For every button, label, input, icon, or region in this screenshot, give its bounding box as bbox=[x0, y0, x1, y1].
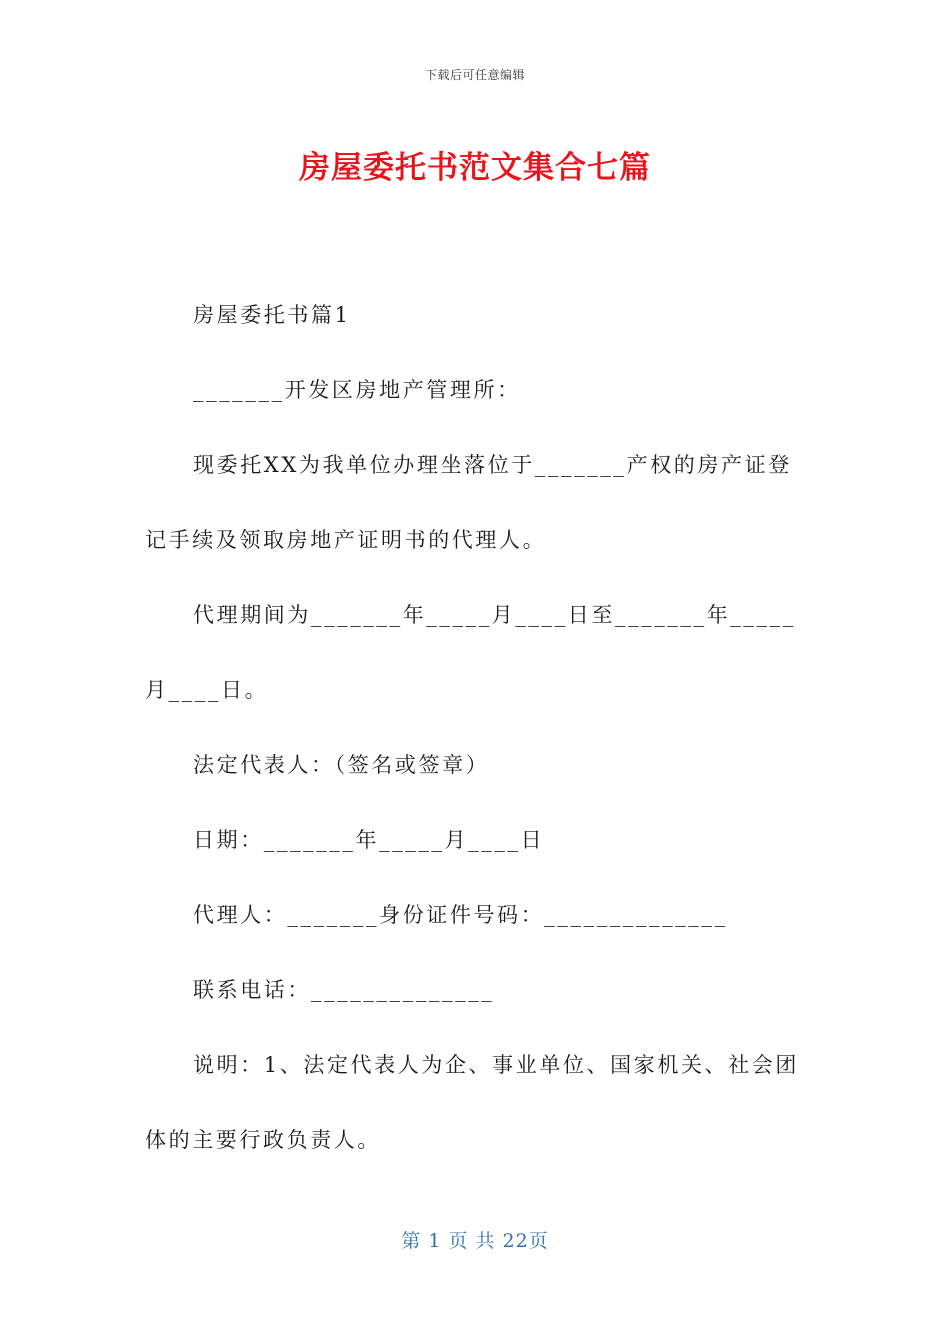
addressee-line: _______开发区房地产管理所： bbox=[193, 378, 521, 402]
agency-period-line: 代理期间为_______年_____月____日至_______年_____月____日。 bbox=[145, 603, 796, 702]
phone-line: 联系电话：______________ bbox=[193, 978, 495, 1002]
page-number: 第 1 页 共 22页 bbox=[401, 1230, 549, 1252]
legal-rep-signature-line: 法定代表人：（签名或签章） bbox=[193, 753, 490, 777]
agent-id-line: 代理人：_______身份证件号码：______________ bbox=[193, 903, 728, 927]
document-body bbox=[145, 278, 805, 1178]
body-paragraph: 现委托XX为我单位办理坐落位于_______产权的房产证登记手续及领取房地产证明书的代理人。 bbox=[145, 453, 792, 552]
document-title: 房屋委托书范文集合七篇 bbox=[299, 150, 651, 186]
date-line: 日期：_______年_____月____日 bbox=[193, 828, 545, 852]
section-heading: 房屋委托书篇1 bbox=[193, 303, 351, 327]
note-paragraph: 说明：1、法定代表人为企、事业单位、国家机关、社会团体的主要行政负责人。 bbox=[145, 1053, 799, 1152]
header-note: 下载后可任意编辑 bbox=[424, 68, 525, 82]
